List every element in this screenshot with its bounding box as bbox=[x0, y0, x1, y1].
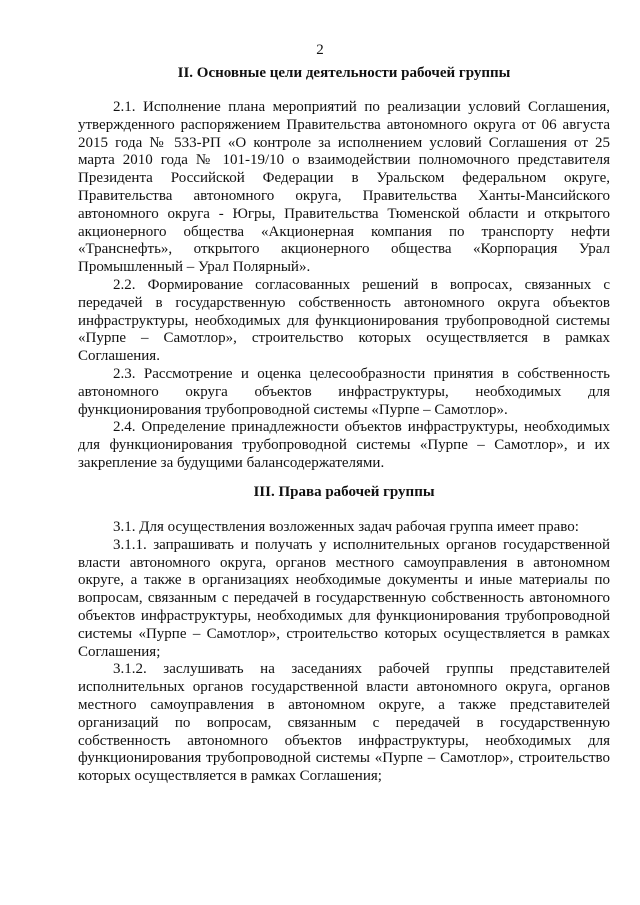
paragraph-3-1-1: 3.1.1. запрашивать и получать у исполнительных органов государственной власти автономного округа, органов местного самоуправления в автономном округе, а также в организациях необходимые документы и иные материалы по вопросам, связанным с передачей в государственную собственность автономного объектов инфраструктуры, необходимых для функционирования трубопроводной системы «Пурпе – Самотлор», строительство которых осуществляется в рамках Соглашения; bbox=[78, 536, 610, 660]
section-3-heading: III. Права рабочей группы bbox=[253, 484, 435, 500]
section-2-body bbox=[78, 99, 610, 473]
paragraph-2-3: 2.3. Рассмотрение и оценка целесообразности принятия в собственность автономного округа объектов инфраструктуры, необходимых для функционирования трубопроводной системы «Пурпе – Самотлор». bbox=[78, 365, 610, 418]
paragraph-3-1: 3.1. Для осуществления возложенных задач рабочая группа имеет право: bbox=[113, 519, 579, 535]
paragraph-3-1-2: 3.1.2. заслушивать на заседаниях рабочей группы представителей исполнительных органов государственной власти автономного округа, органов местного самоуправления в автономном округе, а также представителей организаций по вопросам, связанным с передачей в государственную собственность автономного объектов инфраструктуры, необходимых для функционирования трубопроводной системы «Пурпе – Самотлор», строительство которых осуществляется в рамках Соглашения; bbox=[78, 661, 610, 785]
paragraph-2-2: 2.2. Формирование согласованных решений в вопросах, связанных с передачей в государственную собственность автономного округа объектов инфраструктуры, необходимых для функционирования трубопроводной системы «Пурпе – Самотлор», строительство которых осуществляется в рамках Соглашения. bbox=[78, 276, 610, 365]
section-2-heading: II. Основные цели деятельности рабочей группы bbox=[177, 65, 511, 81]
section-3-body bbox=[78, 519, 610, 786]
paragraph-2-1: 2.1. Исполнение плана мероприятий по реализации условий Соглашения, утвержденного распоряжением Правительства автономного округа от 06 августа 2015 года № 533-РП «О контроле за исполнением условий Соглашения от 25 марта 2010 года № 101-19/10 о взаимодействии полномочного представителя Президента Российской Федерации в Уральском федеральном округе, Правительства автономного округа, Правительства Ханты-Мансийского автономного округа - Югры, Правительства Тюменской области и открытого акционерного общества «Акционерная компания по транспорту нефти «Транснефть», открытого акционерного общества «Корпорация Урал Промышленный – Урал Полярный». bbox=[78, 99, 610, 276]
page-number: 2 bbox=[316, 42, 324, 58]
paragraph-2-4: 2.4. Определение принадлежности объектов инфраструктуры, необходимых для функционирования трубопроводной системы «Пурпе – Самотлор», и их закрепление за будущими балансодержателями. bbox=[78, 419, 610, 471]
